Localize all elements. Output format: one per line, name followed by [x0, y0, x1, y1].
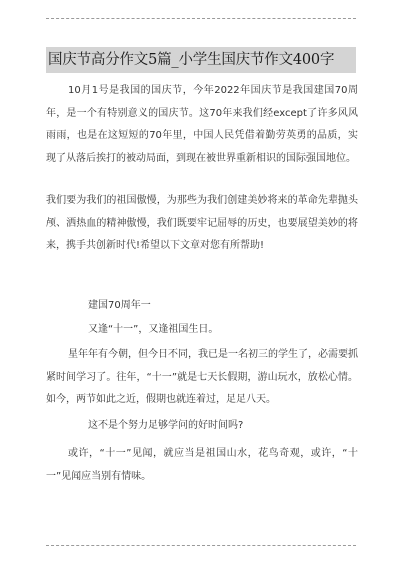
- essay-title: 建国70周年一: [88, 300, 151, 311]
- bottom-divider: [46, 545, 356, 546]
- intro-paragraph-2: 我们要为我们的祖国傲慢，为那些为我们创建美妙将来的革命先辈抛头颅、洒热血的精神傲慢，我们既要牢记屈辱的历史，也要展望美妙的将来，携手共创新时代!希望以下文章对您有所帮助!: [46, 195, 358, 251]
- intro-paragraph-1: 10月1号是我国的国庆节，今年2022年国庆节是我国建国70周年，是一个有特别意义的国庆节。这70年来我们经except了许多风风雨雨，也是在这短短的70年里，中国人民凭借着勤劳英勇的品质，实现了从落后挨打的被动局面，到现在被世界重新相识的国际强国地位。: [46, 85, 358, 164]
- top-divider: [46, 18, 356, 19]
- essay-paragraph-4: 或许，“十一”见闻，就应当是祖国山水，花鸟奇观，或许，“十一”见闻应当别有情味。: [46, 448, 358, 482]
- essay-line-1: 又逢“十一”，又逢祖国生日。: [88, 324, 219, 335]
- document-title: 国庆节高分作文5篇_小学生国庆节作文400字: [48, 52, 335, 68]
- essay-line-3: 这不是个努力足够学问的好时间吗?: [88, 420, 244, 431]
- essay-paragraph-2: 星年年有今朝，但今日不同，我已是一名初三的学生了，必需要抓紧时间学习了。往年，“十一”就是七天长假期，游山玩水，放松心情。如今，两节如此之近，假期也就连着过，足足八天。: [46, 349, 358, 405]
